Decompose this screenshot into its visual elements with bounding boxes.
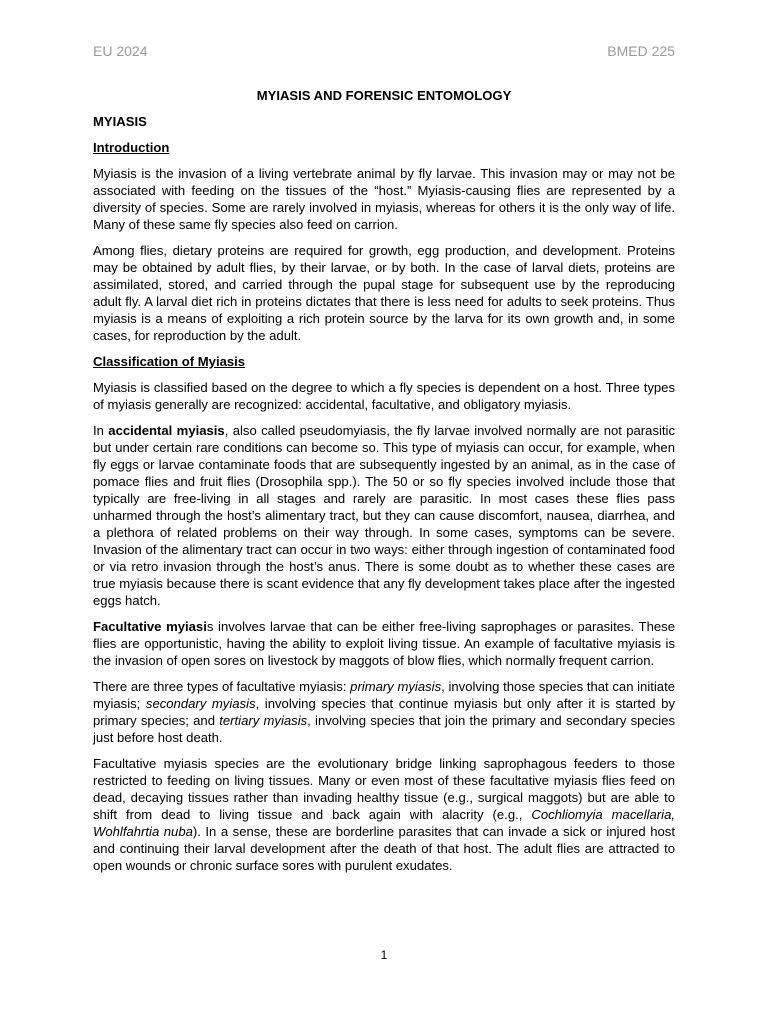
- intro-paragraph-2: Among flies, dietary proteins are required for growth, egg production, and development. Proteins may be obtained by adult flies, by their larvae, or by both. In the case of larval diets, proteins are assimilated, stored, and carried through the pupal stage for subsequent use by the reproducing adult fly. A larval diet rich in proteins dictates that there is less need for adults to seek proteins. Thus myiasis is a means of exploiting a rich protein source by the larva for its own growth and, in some cases, for reproduction by the adult.: [93, 243, 675, 343]
- document-title: MYIASIS AND FORENSIC ENTOMOLOGY: [256, 88, 512, 103]
- header-course-term: EU 2024: [93, 43, 148, 59]
- secondary-myiasis-term: secondary myiasis: [145, 696, 256, 711]
- tertiary-myiasis-term: tertiary myiasis: [219, 713, 308, 728]
- species-names: Cochliomyia macellaria, Wohlfahrtia nuba: [93, 807, 675, 839]
- page-header: [93, 43, 675, 61]
- classification-heading: Classification of Myiasis: [93, 354, 246, 369]
- facultative-myiasis-paragraph: Facultative myiasis involves larvae that can be either free-living saprophages or parasites. These flies are opportunistic, having the ability to exploit living tissue. An example of facultative myiasis is the invasion of open sores on livestock by maggots of blow flies, which normally frequent carrion.: [93, 619, 675, 668]
- classification-paragraph: Myiasis is classified based on the degree to which a fly species is dependent on a host. Three types of myiasis generally are recognized: accidental, facultative, and obligatory myiasis.: [93, 380, 675, 412]
- intro-paragraph-1: Myiasis is the invasion of a living vertebrate animal by fly larvae. This invasion may or may not be associated with feeding on the tissues of the “host.” Myiasis-causing flies are represented by a diversity of species. Some are rarely involved in myiasis, whereas for others it is the only way of life. Many of these same fly species also feed on carrion.: [93, 166, 675, 232]
- facultative-myiasis-term: Facultative myiasi: [93, 619, 207, 634]
- accidental-myiasis-paragraph: In accidental myiasis, also called pseudomyiasis, the fly larvae involved normally are not parasitic but under certain rare conditions can become so. This type of myiasis can occur, for example, when fly eggs or larvae contaminate foods that are subsequently ingested by an animal, as in the case of pomace flies and fruit flies (Drosophila spp.). The 50 or so fly species involved include those that typically are free-living in all stages and rarely are parasitic. In most cases these flies pass unharmed through the host’s alimentary tract, but they can cause discomfort, nausea, diarrhea, and a plethora of related problems on their way through. In some cases, symptoms can be severe. Invasion of the alimentary tract can occur in two ways: either through ingestion of contaminated food or via retro invasion through the host’s anus. There is some doubt as to whether these cases are true myiasis because there is scant evidence that any fly development takes place after the ingested eggs hatch.: [93, 423, 675, 608]
- section-heading: MYIASIS: [93, 114, 147, 129]
- accidental-myiasis-term: accidental myiasis: [108, 423, 225, 438]
- page-number: 1: [380, 948, 388, 962]
- primary-myiasis-term: primary myiasis: [350, 679, 442, 694]
- header-course-code: BMED 225: [607, 43, 675, 59]
- introduction-heading: Introduction: [93, 140, 170, 155]
- facultative-types-paragraph: There are three types of facultative myiasis: primary myiasis, involving those species that can initiate myiasis; secondary myiasis, involving species that continue myiasis but only after it is started by primary species; and tertiary myiasis, involving species that join the primary and secondary species just before host death.: [93, 679, 675, 745]
- document-body: [93, 87, 675, 883]
- evolutionary-bridge-paragraph: Facultative myiasis species are the evolutionary bridge linking saprophagous feeders to those restricted to feeding on living tissues. Many or even most of these facultative myiasis flies feed on dead, decaying tissues rather than invading healthy tissue (e.g., surgical maggots) but are able to shift from dead to living tissue and back again with alacrity (e.g., Cochliomyia macellaria, Wohlfahrtia nuba). In a sense, these are borderline parasites that can invade a sick or injured host and continuing their larval development after the death of that host. The adult flies are attracted to open wounds or chronic surface sores with purulent exudates.: [93, 756, 675, 873]
